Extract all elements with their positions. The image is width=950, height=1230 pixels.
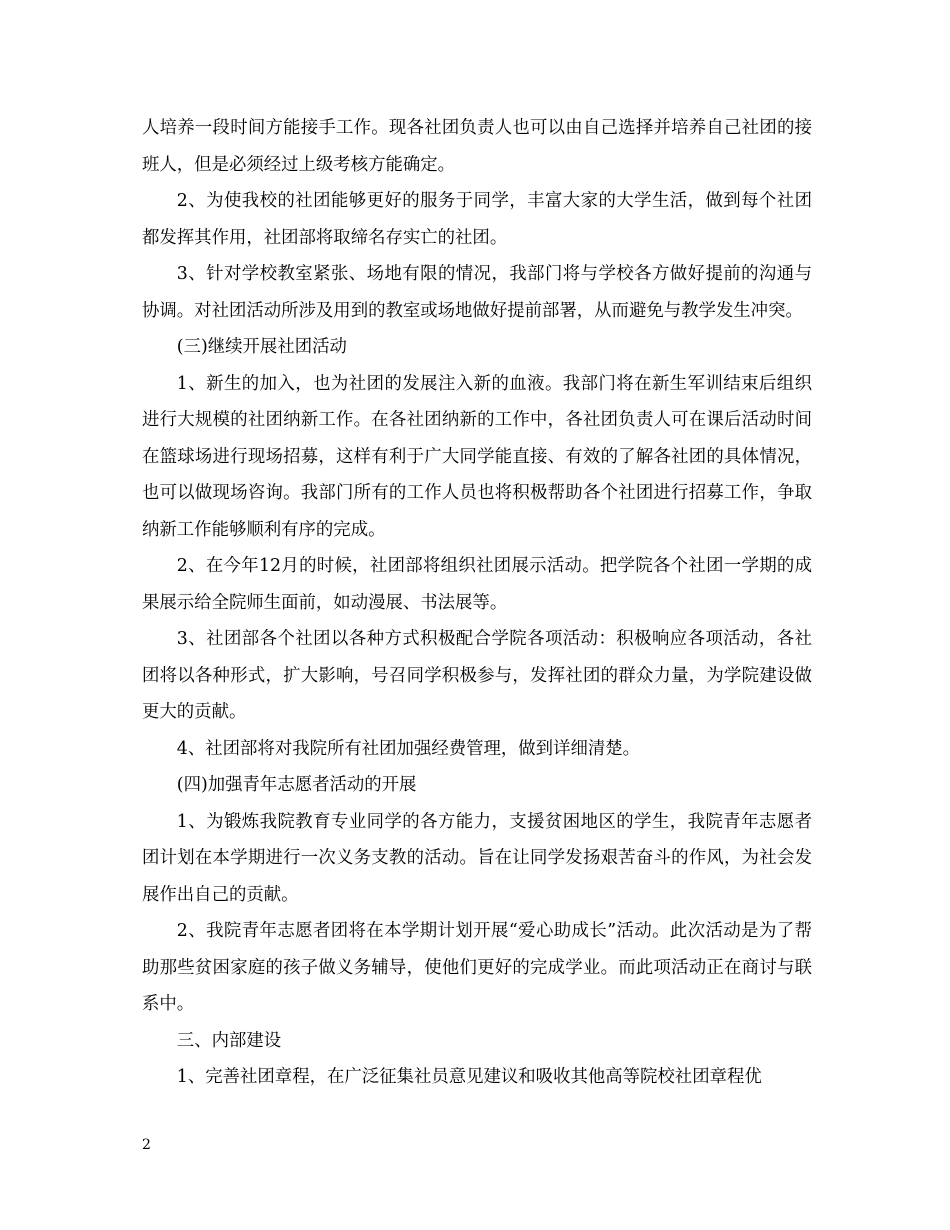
paragraph: 1、为锻炼我院教育专业同学的各方能力，支援贫困地区的学生，我院青年志愿者团计划在本学期进行一次义务支教的活动。旨在让同学发扬艰苦奋斗的作风，为社会发展作出自己的贡献。 <box>142 811 812 905</box>
paragraph: 2、我院青年志愿者团将在本学期计划开展“爱心助成长”活动。此次活动是为了帮助那些贫困家庭的孩子做义务辅导，使他们更好的完成学业。而此项活动正在商讨与联系中。 <box>142 921 812 1014</box>
paragraph: 三、内部建设 <box>176 1030 282 1051</box>
document-body <box>142 110 812 1096</box>
paragraph: 3、社团部各个社团以各种方式积极配合学院各项活动：积极响应各项活动，各社团将以各种形式，扩大影响，号召同学积极参与，发挥社团的群众力量，为学院建设做更大的贡献。 <box>142 629 812 722</box>
paragraph: (四)加强青年志愿者活动的开展 <box>176 775 417 795</box>
paragraph: 4、社团部将对我院所有社团加强经费管理，做到详细清楚。 <box>176 738 641 759</box>
paragraph: 1、完善社团章程，在广泛征集社员意见建议和吸收其他高等院校社团章程优 <box>176 1067 762 1087</box>
paragraph: (三)继续开展社团活动 <box>176 337 347 357</box>
paragraph: 2、在今年12月的时候，社团部将组织社团展示活动。把学院各个社团一学期的成果展示给全院师生面前，如动漫展、书法展等。 <box>142 556 812 613</box>
paragraph: 3、针对学校教室紧张、场地有限的情况，我部门将与学校各方做好提前的沟通与协调。对社团活动所涉及用到的教室或场地做好提前部署，从而避免与教学发生冲突。 <box>142 264 812 321</box>
paragraph: 1、新生的加入，也为社团的发展注入新的血液。我部门将在新生军训结束后组织进行大规模的社团纳新工作。在各社团纳新的工作中，各社团负责人可在课后活动时间在篮球场进行现场招募，这样有利于广大同学能直接、有效的了解各社团的具体情况，也可以做现场咨询。我部门所有的工作人员也将积极帮助各个社团进行招募工作，争取纳新工作能够顺利有序的完成。 <box>142 373 812 540</box>
paragraph: 人培养一段时间方能接手工作。现各社团负责人也可以由自己选择并培养自己社团的接班人，但是必须经过上级考核方能确定。 <box>142 118 812 175</box>
page-number: 2 <box>142 1137 151 1153</box>
paragraph: 2、为使我校的社团能够更好的服务于同学，丰富大家的大学生活，做到每个社团都发挥其作用，社团部将取缔名存实亡的社团。 <box>142 191 812 248</box>
